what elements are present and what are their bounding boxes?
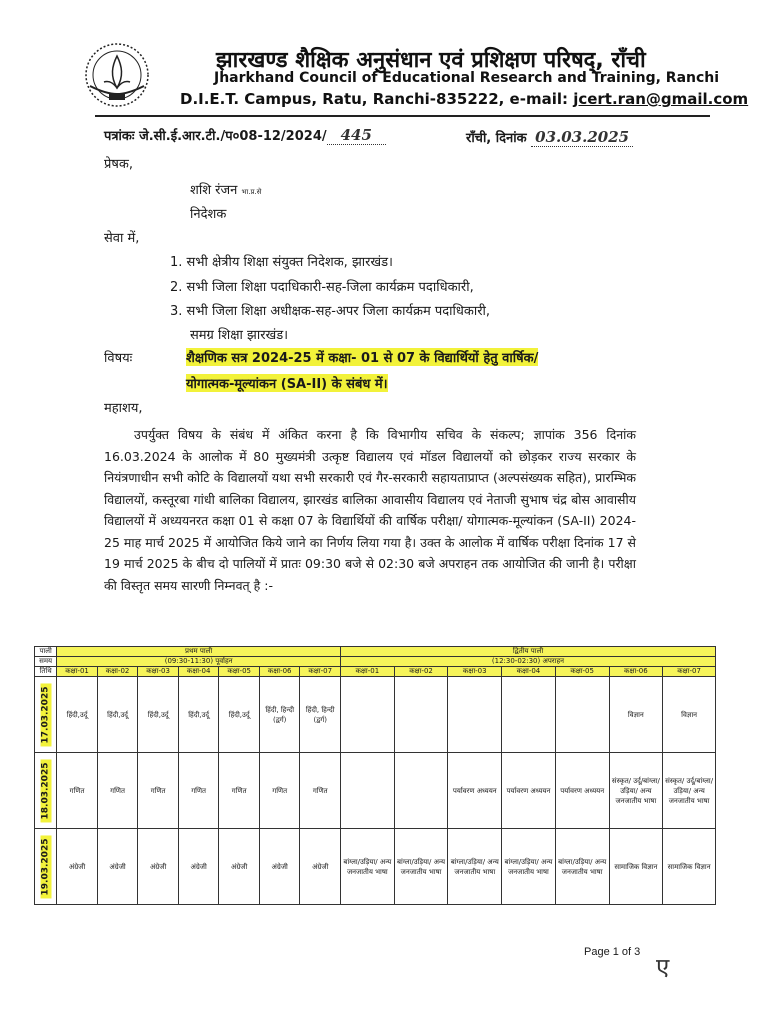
header-title-english: Jharkhand Council of Educational Research and Training, Ranchi bbox=[214, 70, 720, 86]
subject-cell: हिंदी,उर्दू bbox=[57, 677, 98, 753]
subject-cell bbox=[341, 677, 395, 753]
subject-cell: बांग्ला/उड़िया/ अन्य जनजातीय भाषा bbox=[394, 829, 448, 905]
subject-cell: अंग्रेजी bbox=[138, 829, 179, 905]
table-row bbox=[35, 677, 716, 753]
table-row-time bbox=[35, 657, 716, 667]
date-cell bbox=[35, 677, 57, 753]
reference-number bbox=[104, 126, 386, 144]
subject-cell: बांग्ला/उड़िया/ अन्य जनजातीय भाषा bbox=[502, 829, 556, 905]
ref-label: पत्रांकः जे.सी.ई.आर.टी./प०08-12/2024/ bbox=[104, 129, 327, 144]
exam-timetable bbox=[34, 646, 716, 905]
table-row bbox=[35, 829, 716, 905]
subject-line-1: शैक्षणिक सत्र 2024-25 में कक्षा- 01 से 07 के विद्यार्थियों हेतु वार्षिक/ bbox=[186, 348, 538, 366]
subject-line-2: योगात्मक-मूल्यांकन (SA-II) के संबंध में। bbox=[186, 374, 388, 392]
class-header-shift2: कक्षा-06 bbox=[609, 667, 663, 677]
place-date-label: राँची, दिनांक bbox=[466, 131, 527, 146]
table-row-shift bbox=[35, 647, 716, 657]
sender-title: निदेशक bbox=[190, 207, 227, 222]
sender-name-line bbox=[190, 180, 261, 198]
subject-cell bbox=[502, 677, 556, 753]
subject-cell: हिंदी,उर्दू bbox=[219, 677, 260, 753]
subject-cell: अंग्रेजी bbox=[57, 829, 98, 905]
row-label-shift: पाली bbox=[35, 647, 57, 657]
sender-name: शशि रंजन bbox=[190, 183, 238, 198]
subject-cell: गणित bbox=[259, 753, 300, 829]
initial-mark: ए bbox=[656, 953, 670, 981]
subject-cell bbox=[448, 677, 502, 753]
body-paragraph: उपर्युक्त विषय के संबंध में अंकित करना है कि विभागीय सचिव के संकल्प; ज्ञापांक 356 दिनांक 16.03.2024 के आलोक में 80 मुख्यमंत्री उत्कृष्ट विद्यालय एवं मॉडल विद्यालयों को छोड़कर राज्य सरकार के नियंत्रणाधीन सभी कोटि के विद्यालयों यथा सभी सरकारी एवं गैर-सरकारी सहायताप्राप्त (अल्पसंख्यक सहित), प्रारम्भिक विद्यालयों, कस्तूरबा गांधी बालिका विद्यालय, झारखंड बालिका आवासीय विद्यालय एवं नेताजी सुभाष चंद्र बोस आवासीय विद्यालयों में अध्ययनरत कक्षा 01 से कक्षा 07 के विद्यार्थियों की वार्षिक परीक्षा/ योगात्मक-मूल्यांकन (SA-II) 2024-25 माह मार्च 2025 में आयोजित किये जाने का निर्णय लिया गया है। उक्त के आलोक में वार्षिक परीक्षा दिनांक 17 से 19 मार्च 2025 के बीच दो पालियों में प्रातः 09:30 बजे से 02:30 बजे अपराहन तक आयोजित की जानी है। परीक्षा की विस्तृत समय सारणी निम्नवत् है :- bbox=[104, 427, 636, 593]
subject-cell: हिंदी,उर्दू bbox=[138, 677, 179, 753]
subject-cell: विज्ञान bbox=[663, 677, 716, 753]
header-title-hindi: झारखण्ड शैक्षिक अनुसंधान एवं प्रशिक्षण परिषद्, राँची bbox=[216, 48, 646, 73]
table-row-classes bbox=[35, 667, 716, 677]
subject-cell: पर्यावरण अध्ययन bbox=[555, 753, 609, 829]
subject-cell: बांग्ला/उड़िया/ अन्य जनजातीय भाषा bbox=[341, 829, 395, 905]
class-header-shift2: कक्षा-02 bbox=[394, 667, 448, 677]
subject-cell: संस्कृत/ उर्दू/बांग्ला/ उड़िया/ अन्य जनजातीय भाषा bbox=[609, 753, 663, 829]
row-label-time: समय bbox=[35, 657, 57, 667]
recipient-2: 2. सभी जिला शिक्षा पदाधिकारी-सह-जिला कार्यक्रम पदाधिकारी, bbox=[170, 280, 474, 295]
subject-cell: सामाजिक विज्ञान bbox=[663, 829, 716, 905]
exam-date: 19.03.2025 bbox=[40, 835, 51, 898]
shift-2-header: द्वितीय पाली bbox=[341, 647, 716, 657]
subject-cell: हिंदी, हिन्दी (द्वर्ग) bbox=[259, 677, 300, 753]
email-link[interactable]: jcert.ran@gmail.com bbox=[573, 90, 749, 108]
subject-cell: अंग्रेजी bbox=[259, 829, 300, 905]
subject-cell: गणित bbox=[57, 753, 98, 829]
class-header-shift1: कक्षा-02 bbox=[97, 667, 138, 677]
subject-cell: बांग्ला/उड़िया/ अन्य जनजातीय भाषा bbox=[448, 829, 502, 905]
subject-cell: हिंदी, हिन्दी (द्वर्ग) bbox=[300, 677, 341, 753]
place-date bbox=[466, 128, 633, 146]
class-header-shift1: कक्षा-01 bbox=[57, 667, 98, 677]
subject-cell: अंग्रेजी bbox=[219, 829, 260, 905]
subject-cell bbox=[555, 677, 609, 753]
subject-cell: अंग्रेजी bbox=[300, 829, 341, 905]
table-row bbox=[35, 753, 716, 829]
exam-date: 17.03.2025 bbox=[40, 683, 51, 746]
class-header-shift1: कक्षा-03 bbox=[138, 667, 179, 677]
header-rule bbox=[95, 115, 710, 117]
recipient-org: समग्र शिक्षा झारखंड। bbox=[190, 328, 289, 343]
subject-cell: बांग्ला/उड़िया/ अन्य जनजातीय भाषा bbox=[555, 829, 609, 905]
subject-cell: सामाजिक विज्ञान bbox=[609, 829, 663, 905]
sender-label: प्रेषक, bbox=[104, 157, 134, 172]
jcert-logo-icon bbox=[82, 40, 152, 110]
page-number: Page 1 of 3 bbox=[584, 946, 641, 958]
subject-cell: पर्यावरण अध्ययन bbox=[448, 753, 502, 829]
class-header-shift2: कक्षा-01 bbox=[341, 667, 395, 677]
subject-cell: विज्ञान bbox=[609, 677, 663, 753]
ref-number-handwritten: 445 bbox=[327, 126, 386, 145]
recipient-1: 1. सभी क्षेत्रीय शिक्षा संयुक्त निदेशक, झारखंड। bbox=[170, 255, 393, 270]
salutation: महाशय, bbox=[104, 401, 143, 416]
subject-cell: गणित bbox=[178, 753, 219, 829]
class-header-shift2: कक्षा-07 bbox=[663, 667, 716, 677]
subject-cell bbox=[394, 677, 448, 753]
address-text: D.I.E.T. Campus, Ratu, Ranchi-835222, e-mail: bbox=[180, 90, 574, 108]
class-header-shift2: कक्षा-03 bbox=[448, 667, 502, 677]
subject-cell: गणित bbox=[219, 753, 260, 829]
subject-cell: अंग्रेजी bbox=[178, 829, 219, 905]
subject-cell bbox=[341, 753, 395, 829]
class-header-shift1: कक्षा-05 bbox=[219, 667, 260, 677]
subject-cell bbox=[394, 753, 448, 829]
subject-cell: हिंदी,उर्दू bbox=[97, 677, 138, 753]
class-header-shift1: कक्षा-04 bbox=[178, 667, 219, 677]
subject-cell: गणित bbox=[138, 753, 179, 829]
subject-cell: गणित bbox=[300, 753, 341, 829]
header-address bbox=[180, 90, 748, 108]
subject-cell: संस्कृत/ उर्दू/बांग्ला/ उड़िया/ अन्य जनजातीय भाषा bbox=[663, 753, 716, 829]
class-header-shift1: कक्षा-07 bbox=[300, 667, 341, 677]
date-cell bbox=[35, 829, 57, 905]
subject-cell: अंग्रेजी bbox=[97, 829, 138, 905]
subject-cell: हिंदी,उर्दू bbox=[178, 677, 219, 753]
row-label-date: तिथि bbox=[35, 667, 57, 677]
to-label: सेवा में, bbox=[104, 231, 140, 246]
exam-date: 18.03.2025 bbox=[40, 759, 51, 822]
shift-1-header: प्रथम पाली bbox=[57, 647, 341, 657]
recipient-3: 3. सभी जिला शिक्षा अधीक्षक-सह-अपर जिला कार्यक्रम पदाधिकारी, bbox=[170, 304, 491, 319]
class-header-shift2: कक्षा-04 bbox=[502, 667, 556, 677]
shift-2-time: (12:30-02:30) अपराहन bbox=[341, 657, 716, 667]
class-header-shift2: कक्षा-05 bbox=[555, 667, 609, 677]
subject-label: विषयः bbox=[104, 351, 133, 366]
subject-cell: गणित bbox=[97, 753, 138, 829]
date-cell bbox=[35, 753, 57, 829]
sender-service: भा.प्र.से bbox=[241, 188, 262, 196]
class-header-shift1: कक्षा-06 bbox=[259, 667, 300, 677]
shift-1-time: (09:30-11:30) पूर्वाहन bbox=[57, 657, 341, 667]
subject-cell: पर्यावरण अध्ययन bbox=[502, 753, 556, 829]
letter-date-handwritten: 03.03.2025 bbox=[531, 128, 633, 147]
